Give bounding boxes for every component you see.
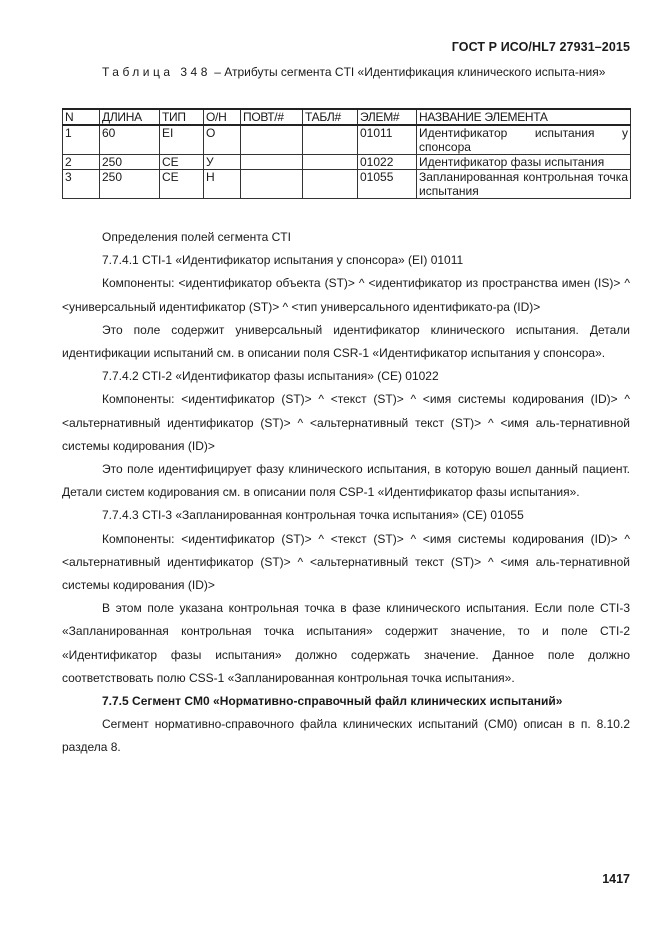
cell-table (303, 155, 358, 170)
cell-required: О (204, 125, 241, 155)
column-header-n: N (63, 109, 100, 125)
cell-type: CE (160, 155, 204, 170)
table-row (63, 125, 631, 155)
paragraph-cti2-components: Компоненты: <идентификатор (ST)> ^ <текст (ST)> ^ <имя системы кодирования (ID)> ^ <альтернативный идентификатор (ST)> ^ <альтернативный текст (ST)> ^ <имя аль-тернативной системы кодирования (ID)> (62, 392, 630, 453)
cell-n: 1 (63, 125, 100, 155)
cell-repeat (241, 155, 303, 170)
cell-type: EI (160, 125, 204, 155)
column-header-element: ЭЛЕМ# (358, 109, 417, 125)
cell-element-name: Идентификатор фазы испытания (417, 155, 631, 170)
cell-element-name: Запланированная контрольная точка испытания (417, 170, 631, 199)
section-heading-7-7-4-2: 7.7.4.2 CTI-2 «Идентификатор фазы испытания» (CE) 01022 (102, 369, 439, 384)
paragraph-cti1-components: Компоненты: <идентификатор объекта (ST)> ^ <идентификатор из пространства имен (IS)> ^ <универсальный идентификатор (ST)> ^ <тип универсального идентификато-ра (ID)> (62, 276, 630, 314)
column-header-type: ТИП (160, 109, 204, 125)
table-caption (62, 62, 630, 82)
cell-element-name: Идентификатор испытания у спонсора (417, 125, 631, 155)
table-row (63, 170, 631, 199)
paragraph-field-definitions: Определения полей сегмента CTI (102, 230, 291, 244)
cell-n: 3 (63, 170, 100, 199)
cell-type: CE (160, 170, 204, 199)
cell-table (303, 170, 358, 199)
cell-length: 60 (100, 125, 160, 155)
cell-element: 01055 (358, 170, 417, 199)
cell-element: 01011 (358, 125, 417, 155)
cell-required: Н (204, 170, 241, 199)
column-header-length: ДЛИНА (100, 109, 160, 125)
section-heading-7-7-5: 7.7.5 Сегмент CM0 «Нормативно-справочный файл клинических испытаний» (102, 694, 563, 709)
table-caption-text: – Атрибуты сегмента CTI «Идентификация клинического испыта-ния» (210, 65, 606, 79)
section-heading-7-7-4-1: 7.7.4.1 CTI-1 «Идентификатор испытания у спонсора» (EI) 01011 (102, 253, 464, 268)
paragraph-cm0-description: Сегмент нормативно-справочного файла клинических испытаний (CM0) описан в п. 8.10.2 раздела 8. (62, 717, 630, 755)
table-header-row (63, 109, 631, 125)
cell-repeat (241, 170, 303, 199)
section-heading-7-7-4-3: 7.7.4.3 CTI-3 «Запланированная контрольная точка испытания» (CE) 01055 (102, 508, 524, 523)
cell-required: У (204, 155, 241, 170)
cell-length: 250 (100, 155, 160, 170)
paragraph-cti2-description: Это поле идентифицирует фазу клинического испытания, в которую вошел данный пациент. Детали систем кодирования см. в описании поля CSP-1 «Идентификатор фазы испытания». (62, 462, 630, 500)
paragraph-cti3-description: В этом поле указана контрольная точка в фазе клинического испытания. Если поле CTI-3 «Запланированная контрольная точка испытания» содержит значение, то и поле CTI-2 «Идентификатор фазы испытания» должно содержать значение. Данное поле должно соответствовать полю CSS-1 «Запланированная контрольная точка испытания». (62, 601, 630, 685)
table-caption-label: Таблица 348 (102, 65, 211, 79)
page-number: 1417 (602, 872, 630, 886)
column-header-repeat: ПОВТ/# (241, 109, 303, 125)
cell-length: 250 (100, 170, 160, 199)
cell-table (303, 125, 358, 155)
column-header-required: О/Н (204, 109, 241, 125)
column-header-table: ТАБЛ# (303, 109, 358, 125)
paragraph-cti1-description: Это поле содержит универсальный идентификатор клинического испытания. Детали идентификации испытаний см. в описании поля CSR-1 «Идентификатор испытания у спонсора». (62, 322, 630, 361)
paragraph-cti3-components: Компоненты: <идентификатор (ST)> ^ <текст (ST)> ^ <имя системы кодирования (ID)> ^ <альтернативный идентификатор (ST)> ^ <альтернативный текст (ST)> ^ <имя аль-тернативной системы кодирования (ID)> (62, 531, 630, 593)
cell-n: 2 (63, 155, 100, 170)
cti-attributes-table (62, 108, 631, 199)
cell-repeat (241, 125, 303, 155)
table-row (63, 155, 631, 170)
column-header-element-name: НАЗВАНИЕ ЭЛЕМЕНТА (417, 109, 631, 125)
document-body (62, 226, 630, 760)
document-header: ГОСТ Р ИСО/HL7 27931–2015 (451, 40, 630, 54)
cell-element: 01022 (358, 155, 417, 170)
